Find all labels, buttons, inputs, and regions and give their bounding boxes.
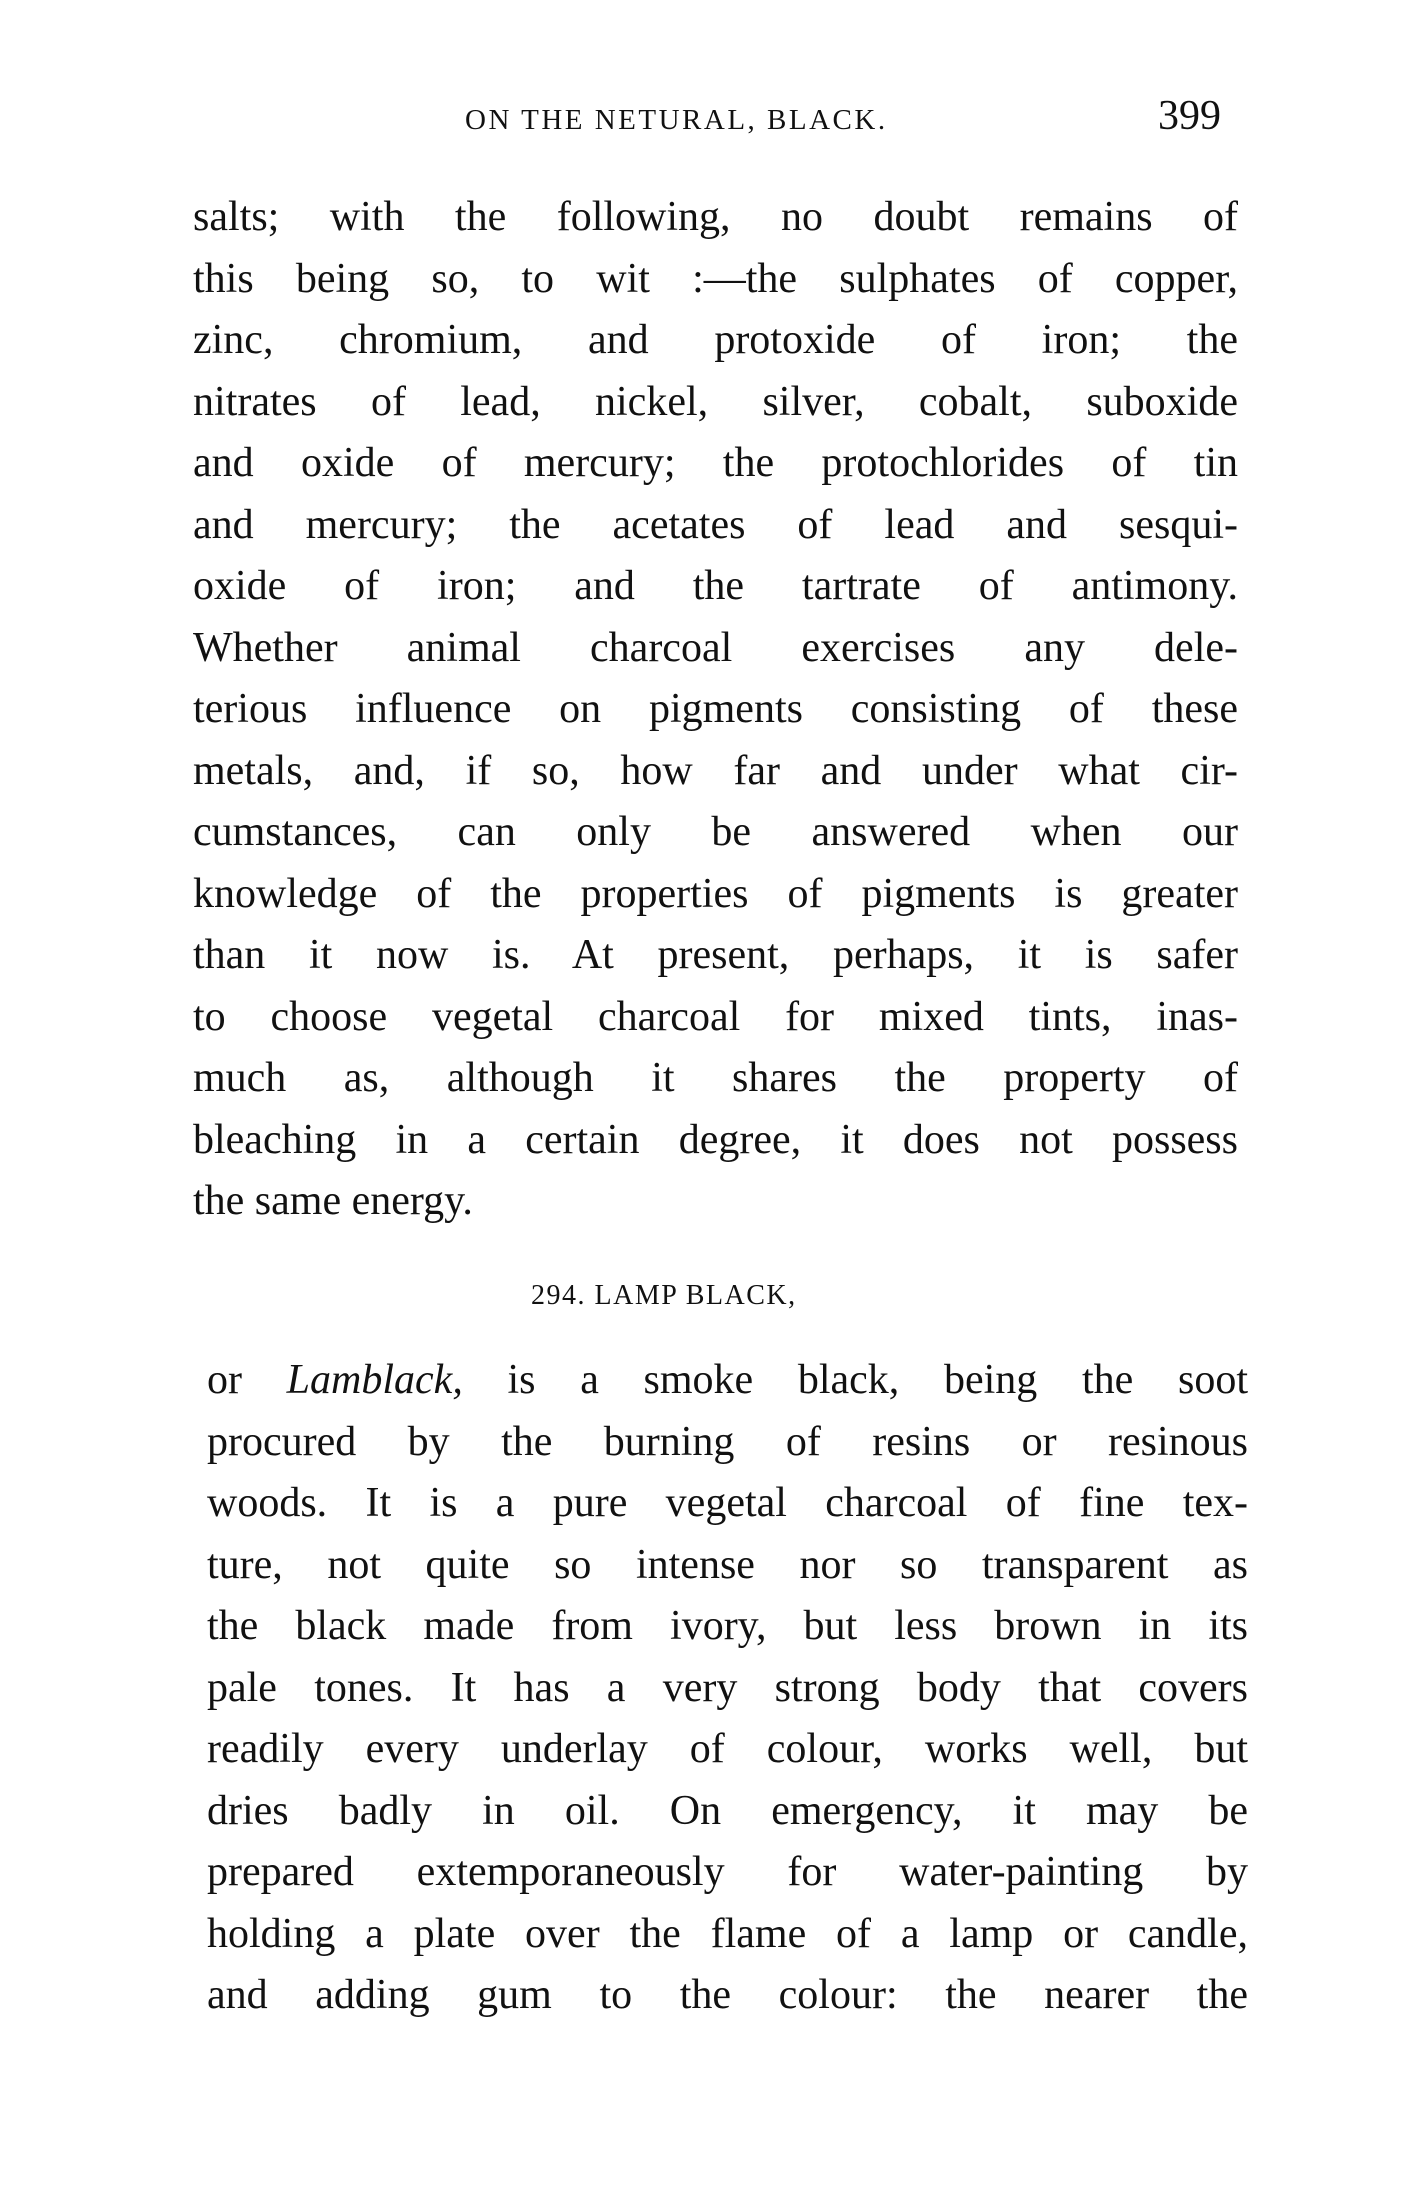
text-line: pale tones. It has a very strong body that covers	[207, 1664, 1248, 1711]
text-line: ture, not quite so intense nor so transparent as	[207, 1541, 1248, 1588]
text-line: nitrates of lead, nickel, silver, cobalt, suboxide	[193, 378, 1238, 425]
text-line	[207, 1350, 1248, 1412]
text-line: the same energy.	[193, 1178, 473, 1224]
text-line: terious influence on pigments consisting of these	[193, 686, 1238, 732]
running-head: ON THE NETURAL, BLACK.	[465, 104, 888, 136]
text-line: readily every underlay of colour, works well, but	[207, 1726, 1248, 1772]
text-line: the black made from ivory, but less brown in its	[207, 1603, 1248, 1649]
text-line: salts; with the following, no doubt remains of	[193, 194, 1238, 240]
text-line: Whether animal charcoal exercises any dele-	[193, 624, 1238, 671]
text: is a smoke black, being the soot	[462, 1357, 1248, 1403]
section-heading: 294. LAMP BLACK,	[531, 1280, 797, 1311]
text-line: this being so, to wit :—the sulphates of copper,	[193, 255, 1238, 302]
text-line: and mercury; the acetates of lead and sesqui-	[193, 501, 1238, 548]
text-line: zinc, chromium, and protoxide of iron; the	[193, 317, 1238, 363]
text-line: much as, although it shares the property of	[193, 1055, 1238, 1101]
text-line: to choose vegetal charcoal for mixed tints, inas-	[193, 993, 1238, 1040]
text-line: holding a plate over the flame of a lamp or candle,	[207, 1910, 1248, 1957]
text-line: than it now is. At present, perhaps, it is safer	[193, 932, 1238, 978]
text-line: dries badly in oil. On emergency, it may be	[207, 1787, 1248, 1834]
page-number: 399	[1158, 93, 1221, 139]
text-line: metals, and, if so, how far and under what cir-	[193, 747, 1238, 794]
paragraph-charcoal	[193, 187, 1238, 1233]
text-line: and adding gum to the colour: the nearer the	[207, 1972, 1248, 2018]
text-line: cumstances, can only be answered when our	[193, 809, 1238, 855]
text-line: woods. It is a pure vegetal charcoal of fine tex-	[207, 1480, 1248, 1526]
text-line: knowledge of the properties of pigments is greater	[193, 870, 1238, 917]
text-line: and oxide of mercury; the protochlorides of tin	[193, 440, 1238, 486]
text-line: prepared extemporaneously for water-painting by	[207, 1849, 1248, 1895]
italic-term: Lamblack,	[286, 1357, 463, 1403]
text-line: bleaching in a certain degree, it does not possess	[193, 1116, 1238, 1163]
text-line: oxide of iron; and the tartrate of antimony.	[193, 563, 1238, 609]
text-line: procured by the burning of resins or resinous	[207, 1418, 1248, 1465]
paragraph-lamp-black	[207, 1350, 1248, 2027]
text: or	[207, 1357, 287, 1403]
